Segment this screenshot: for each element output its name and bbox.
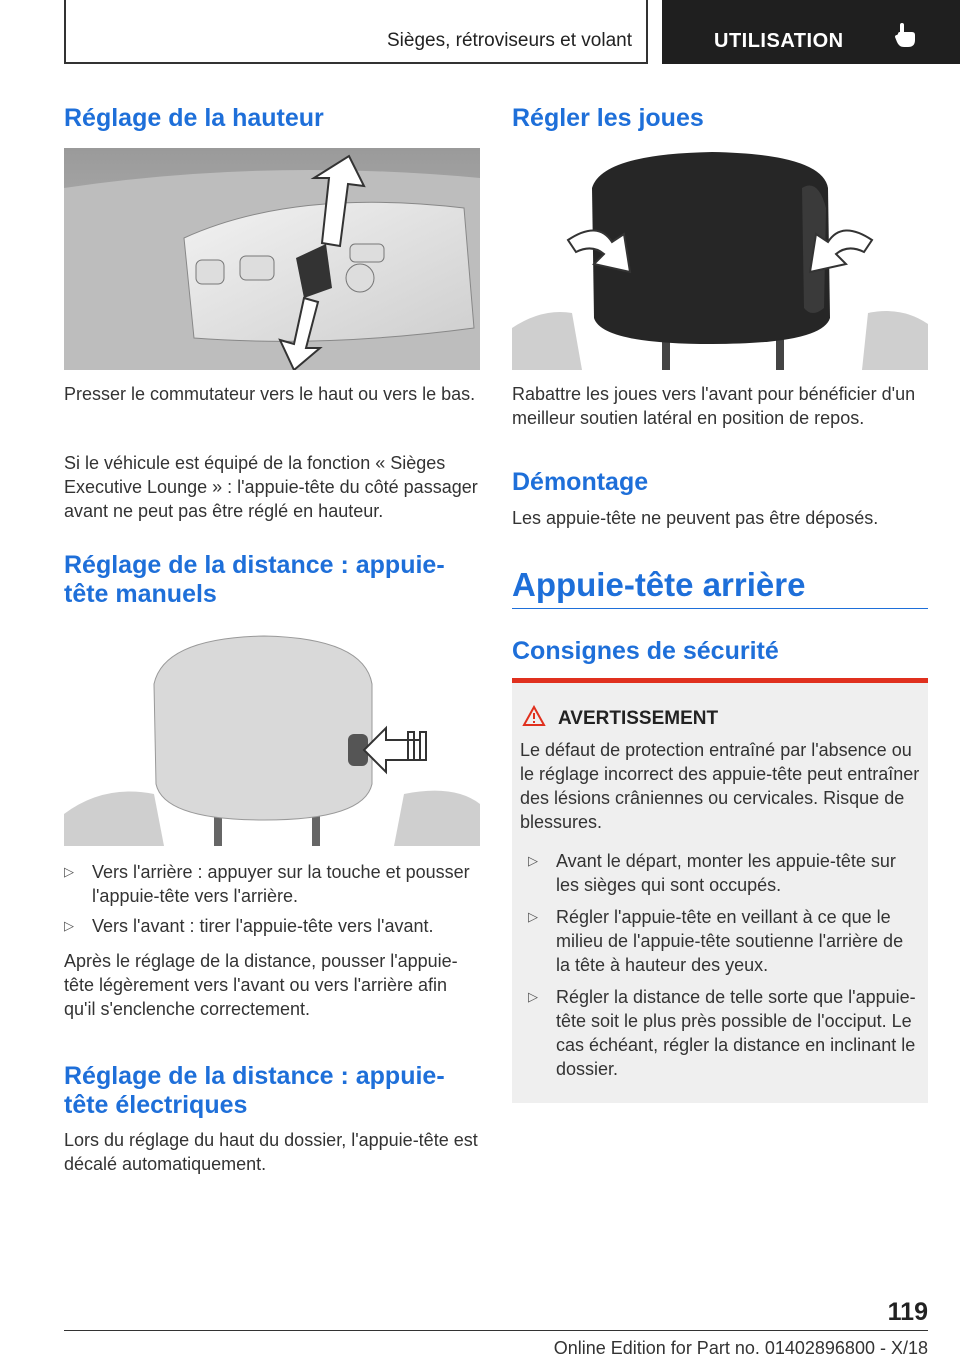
triangle-bullet-icon: ▷: [64, 864, 74, 879]
headrest-wings-image: [512, 148, 928, 370]
triangle-bullet-icon: ▷: [528, 909, 538, 924]
list-item: ▷ Régler l'appuie-tête en veillant à ce que le milieu de l'appuie-tête soutienne l'arrière de la tête à hauteur des yeux.: [528, 907, 904, 975]
list-item: ▷ Régler la distance de telle sorte que l'appuie-tête soit le plus près possible de l'occiput. Le cas échéant, régler la distance en inclinant le dossier.: [528, 987, 916, 1079]
list-item: ▷ Avant le départ, monter les appuie-tête sur les sièges qui sont occupés.: [528, 851, 896, 895]
paragraph-presser: Presser le commutateur vers le haut ou vers le bas.: [64, 384, 476, 404]
header-section-box: [64, 0, 648, 64]
warning-box: [512, 678, 928, 1103]
warning-title: AVERTISSEMENT: [558, 708, 719, 729]
edition-label: Online Edition for Part no. 01402896800 - X/18: [553, 1338, 928, 1358]
heading-distance-manuels: Réglage de la distance : appuie-tête manuels: [64, 551, 445, 608]
paragraph-demontage: Les appuie-tête ne peuvent pas être déposés.: [512, 508, 879, 528]
heading-demontage: Démontage: [512, 468, 649, 496]
heading-reglage-hauteur: Réglage de la hauteur: [64, 104, 324, 132]
triangle-bullet-icon: ▷: [64, 918, 74, 933]
pointing-hand-icon: [894, 22, 916, 48]
seat-switch-image: [64, 148, 480, 370]
list-item: ▷ Vers l'arrière : appuyer sur la touche et pousser l'appuie-tête vers l'arrière.: [64, 862, 470, 906]
triangle-bullet-icon: ▷: [528, 989, 538, 1004]
heading-appuie-tete-arriere: Appuie-tête arrière: [512, 566, 806, 603]
paragraph-lors-reglage: Lors du réglage du haut du dossier, l'appuie-tête est décalé automatiquement.: [64, 1130, 478, 1174]
paragraph-executive-lounge: Si le véhicule est équipé de la fonction « Sièges Executive Lounge » : l'appuie-tête du côté passager avant ne peut pas être réglé en hauteur.: [64, 453, 478, 521]
triangle-bullet-icon: ▷: [528, 853, 538, 868]
list-item: ▷ Vers l'avant : tirer l'appuie-tête vers l'avant.: [64, 916, 434, 936]
paragraph-rabattre: Rabattre les joues vers l'avant pour bénéficier d'un meilleur soutien latéral en position de repos.: [512, 384, 916, 428]
header-chapter-tab[interactable]: [662, 0, 960, 64]
warning-text: Le défaut de protection entraîné par l'absence ou le réglage incorrect des appuie-tête peut entraîner des lésions crâniennes ou cervicales. Risque de blessures.: [520, 740, 920, 832]
footer-divider: [64, 1330, 928, 1331]
paragraph-apres-reglage: Après le réglage de la distance, pousser l'appuie-tête légèrement vers l'avant ou vers l'arrière afin qu'il s'enclenche correctement.: [64, 951, 458, 1019]
section-divider: [512, 608, 928, 609]
headrest-manual-image: [64, 624, 480, 846]
heading-regler-joues: Régler les joues: [512, 104, 704, 132]
warning-triangle-icon: [522, 705, 546, 727]
heading-consignes: Consignes de sécurité: [512, 637, 779, 665]
header-chapter-title: UTILISATION: [714, 30, 844, 52]
heading-distance-electriques: Réglage de la distance : appuie-tête électriques: [64, 1062, 445, 1119]
header-section-title: Sièges, rétroviseurs et volant: [386, 30, 632, 51]
page-number: 119: [887, 1298, 928, 1326]
